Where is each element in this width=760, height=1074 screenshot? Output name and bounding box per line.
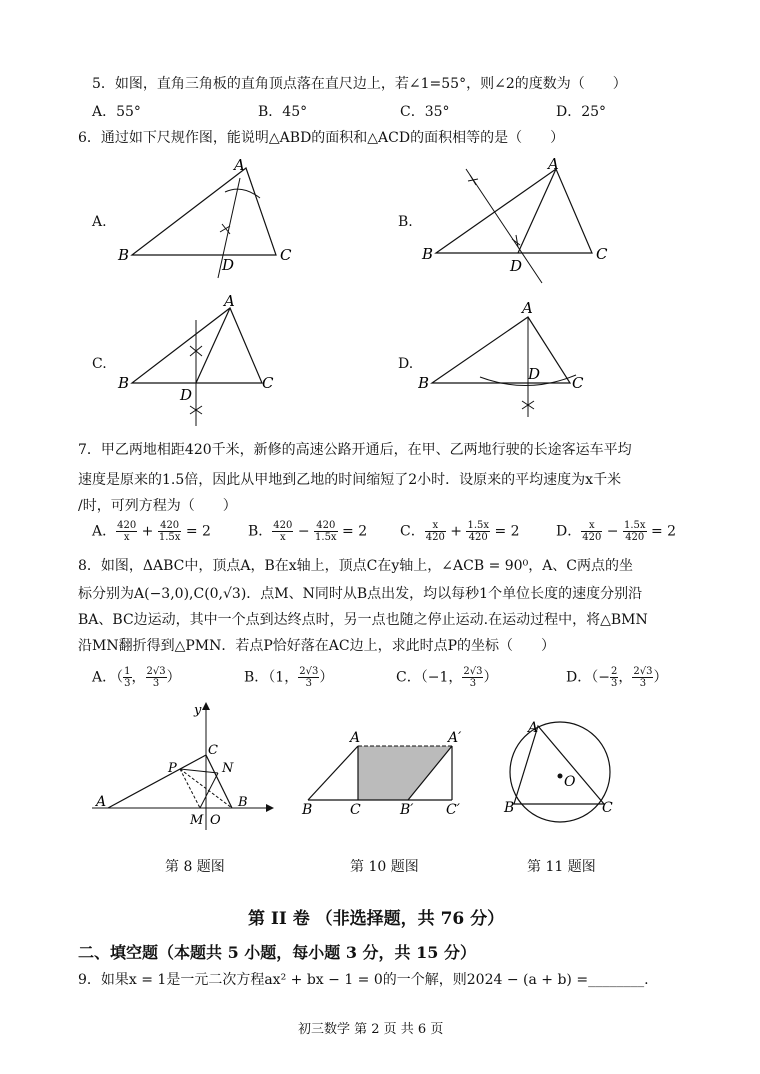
q5-stem: 5．如图，直角三角板的直角顶点落在直尺边上，若∠1=55°，则∠2的度数为（ ） — [92, 76, 627, 92]
svg-text:C: C — [350, 802, 361, 818]
q6-option-b-label: B. — [398, 214, 413, 230]
q8-option-d: D．（− $\frac{2}{3}$ ， $\frac{2√3}{3}$ ） — [566, 666, 668, 689]
q9-stem: 9．如果x = 1是一元二次方程ax² + bx − 1 = 0的一个解，则2024 − (a + b) =________. — [78, 972, 649, 988]
q5-option-a: A．55° — [92, 104, 141, 120]
svg-text:A: A — [224, 292, 235, 310]
svg-text:C: C — [602, 800, 613, 816]
svg-text:B: B — [504, 800, 515, 816]
q8-option-c: C．（−1， $\frac{2√3}{3}$ ） — [396, 666, 498, 689]
label-a: A — [234, 158, 245, 174]
page-footer: 初三数学 第 2 页 共 6 页 — [298, 1022, 444, 1037]
svg-text:B: B — [302, 802, 313, 818]
q6-option-d-label: D. — [398, 356, 414, 372]
svg-text:B: B — [418, 374, 430, 392]
svg-text:B: B — [238, 795, 248, 810]
figure-8-caption: 第 8 题图 — [165, 859, 225, 875]
q8-line1: 8．如图，ΔABC中，顶点A，B在x轴上，顶点C在y轴上，∠ACB = 90⁰，A、C两点的坐 — [78, 558, 634, 574]
q5-option-c: C．35° — [400, 104, 450, 120]
svg-text:B′: B′ — [400, 802, 414, 818]
part-2-title: 第 II 卷 （非选择题，共 76 分） — [248, 909, 505, 929]
svg-text:A: A — [522, 299, 533, 317]
q7-line3: /时，可列方程为（ ） — [78, 498, 237, 514]
figure-11 — [500, 712, 620, 832]
q7-option-c: C． $\frac{x}{420}$ + $\frac{1.5x}{420}$ = 2 — [400, 520, 520, 543]
svg-text:N: N — [222, 761, 234, 776]
q7-line2: 速度是原来的1.5倍，因此从甲地到乙地的时间缩短了2小时．设原来的平均速度为x千米 — [78, 472, 622, 488]
q7-option-a: A． $\frac{420}{x}$ + $\frac{420}{1.5x}$ = 2 — [92, 520, 211, 543]
q6-figure-a — [110, 158, 300, 288]
svg-text:C′: C′ — [446, 802, 460, 818]
svg-text:A′: A′ — [448, 730, 462, 746]
svg-text:O: O — [210, 813, 221, 828]
q6-stem: 6．通过如下尺规作图，能说明△ABD的面积和△ACD的面积相等的是（ ） — [78, 130, 565, 146]
svg-text:B: B — [422, 245, 434, 263]
q5-option-d: D．25° — [556, 104, 607, 120]
svg-text:A: A — [96, 794, 107, 810]
figure-10 — [298, 700, 478, 820]
figure-10-caption: 第 10 题图 — [350, 859, 419, 875]
q8-option-a: A．（ $\frac{1}{3}$ ， $\frac{2√3}{3}$ ） — [92, 666, 181, 689]
q6-figure-b — [418, 155, 618, 290]
svg-text:D: D — [180, 386, 193, 404]
svg-text:P: P — [168, 761, 177, 776]
label-c: C — [280, 246, 292, 264]
svg-text:C: C — [262, 374, 274, 392]
svg-text:A: A — [350, 730, 361, 746]
figure-11-caption: 第 11 题图 — [527, 859, 596, 875]
svg-text:M: M — [190, 813, 204, 828]
svg-text:C: C — [596, 245, 608, 263]
q5-option-b: B．45° — [258, 104, 308, 120]
q8-line3: BA、BC边运动，其中一个点到达终点时，另一点也随之停止运动.在运动过程中，将△BMN — [78, 612, 648, 628]
svg-text:D: D — [510, 257, 523, 275]
svg-text:D: D — [528, 365, 541, 383]
q6-figure-c — [110, 290, 290, 430]
svg-text:A: A — [548, 155, 559, 173]
fill-in-section-heading: 二、填空题（本题共 5 小题，每小题 3 分，共 15 分） — [78, 943, 476, 962]
figure-8 — [88, 700, 278, 840]
label-b: B — [118, 246, 130, 264]
svg-text:y: y — [194, 703, 202, 718]
q6-option-a-label: A. — [92, 214, 107, 230]
svg-text:B: B — [118, 374, 130, 392]
q6-option-c-label: C. — [92, 356, 107, 372]
q7-option-b: B． $\frac{420}{x}$ − $\frac{420}{1.5x}$ = 2 — [248, 520, 368, 543]
q7-line1: 7．甲乙两地相距420千米，新修的高速公路开通后，在甲、乙两地行驶的长途客运车平均 — [78, 442, 632, 458]
svg-text:C: C — [208, 743, 218, 758]
q8-line4: 沿MN翻折得到△PMN．若点P恰好落在AC边上，求此时点P的坐标（ ） — [78, 638, 556, 654]
svg-text:A: A — [528, 720, 539, 736]
svg-text:C: C — [572, 374, 584, 392]
q8-line2: 标分别为A(−3,0),C(0,√3)．点M、N同时从B点出发，均以每秒1个单位长度的速度分别沿 — [78, 586, 643, 602]
q7-option-d: D． $\frac{x}{420}$ − $\frac{1.5x}{420}$ = 2 — [556, 520, 677, 543]
label-d: D — [222, 256, 235, 274]
q6-figure-d — [418, 295, 598, 425]
q8-option-b: B．（1， $\frac{2√3}{3}$ ） — [244, 666, 334, 689]
svg-text:O: O — [564, 774, 576, 790]
